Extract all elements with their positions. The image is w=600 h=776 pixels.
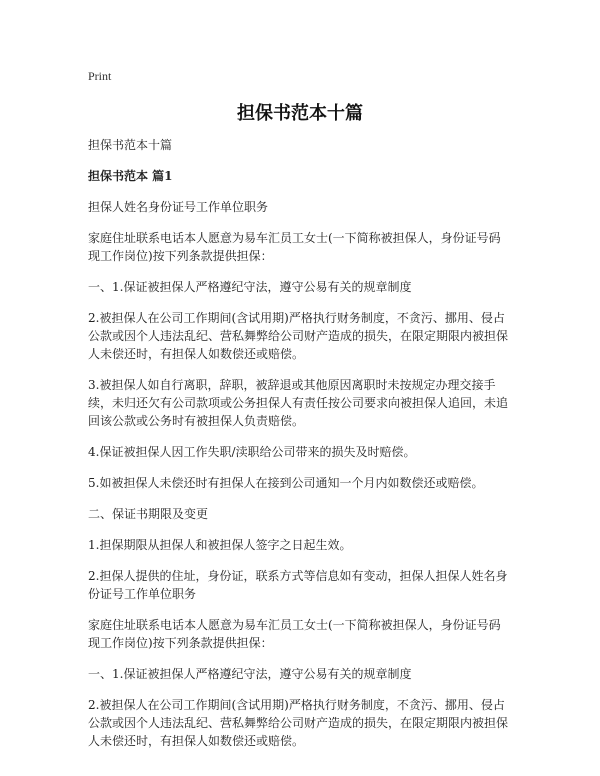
paragraph-guarantor-info: 担保人姓名身份证号工作单位职务 xyxy=(88,200,269,214)
paragraph-guarantee-intro: 家庭住址联系电话本人愿意为易车汇员工女士(一下简称被担保人，身份证号码现工作岗位)按下列条款提供担保： xyxy=(88,231,501,263)
paragraph-guarantee-intro-repeat: 家庭住址联系电话本人愿意为易车汇员工女士(一下简称被担保人，身份证号码现工作岗位)按下列条款提供担保： xyxy=(88,618,501,650)
paragraph-clause-2-1: 1.担保期限从担保人和被担保人签字之日起生效。 xyxy=(88,538,352,552)
paragraph-clause-1-5: 5.如被担保人未偿还时有担保人在接到公司通知一个月内如数偿还或赔偿。 xyxy=(88,476,484,490)
paragraph-clause-2-2: 2.担保人提供的住址，身份证，联系方式等信息如有变动，担保人担保人姓名身份证号工作单位职务 xyxy=(88,569,508,601)
section-heading: 担保书范本 篇1 xyxy=(88,169,173,183)
page-title: 担保书范本十篇 xyxy=(237,103,363,124)
paragraph-clause-1-4: 4.保证被担保人因工作失职/渎职给公司带来的损失及时赔偿。 xyxy=(88,445,416,459)
paragraph-clause-1-2: 2.被担保人在公司工作期间(含试用期)严格执行财务制度，不贪污、挪用、侵占公款或因个人违法乱纪、营私舞弊给公司财产造成的损失，在限定期限内被担保人未偿还时，有担保人如数偿还或赔偿。 xyxy=(88,311,509,361)
paragraph-clause-1-3: 3.被担保人如自行离职，辞职，被辞退或其他原因离职时未按规定办理交接手续，未归还欠有公司款项或公务担保人有责任按公司要求向被担保人追回，未追回该公款或公务时有被担保人负责赔偿。 xyxy=(88,378,509,428)
intro-text: 担保书范本十篇 xyxy=(88,138,173,152)
paragraph-section-2-heading: 二、保证书期限及变更 xyxy=(88,507,209,521)
paragraph-clause-1-1: 一、1.保证被担保人严格遵纪守法，遵守公易有关的规章制度 xyxy=(88,280,412,294)
print-link[interactable]: Print xyxy=(88,69,112,83)
paragraph-clause-1-2-repeat: 2.被担保人在公司工作期间(含试用期)严格执行财务制度，不贪污、挪用、侵占公款或因个人违法乱纪、营私舞弊给公司财产造成的损失，在限定期限内被担保人未偿还时，有担保人如数偿还或赔偿。 xyxy=(88,698,509,748)
paragraph-clause-1-1-repeat: 一、1.保证被担保人严格遵纪守法，遵守公易有关的规章制度 xyxy=(88,667,412,681)
